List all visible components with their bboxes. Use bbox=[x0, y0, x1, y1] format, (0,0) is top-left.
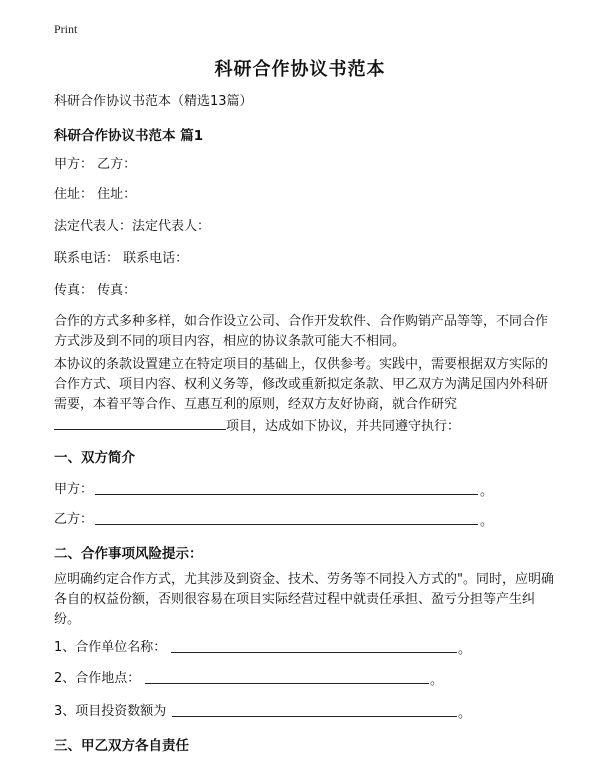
party-b-period: 。 bbox=[480, 514, 494, 529]
subtitle: 科研合作协议书范本（精选13篇） bbox=[54, 94, 253, 109]
item-investment-label: 3、项目投资数额为 bbox=[54, 704, 167, 719]
item-location-label: 2、合作地点： bbox=[54, 671, 141, 686]
paragraph-terms bbox=[54, 355, 554, 437]
party-b-label: 乙方： bbox=[54, 512, 94, 527]
paragraph-risk: 应明确约定合作方式，尤其涉及到资金、技术、劳务等不同投入方式的"。同时，应明确各自的权益份额，否则很容易在项目实际经营过程中就责任承担、盈亏分担等产生纠纷。 bbox=[54, 572, 554, 627]
phone-line: 联系电话： 联系电话： bbox=[54, 251, 189, 266]
item-location-blank[interactable] bbox=[145, 683, 429, 684]
item-investment-blank[interactable] bbox=[172, 716, 457, 717]
heading-responsibilities: 三、甲乙双方各自责任 bbox=[54, 738, 189, 754]
address-line: 住址： 住址： bbox=[54, 187, 137, 202]
section-heading: 科研合作协议书范本 篇1 bbox=[54, 128, 204, 144]
project-name-blank[interactable] bbox=[54, 415, 226, 430]
print-link[interactable]: Print bbox=[54, 22, 78, 36]
page-title: 科研合作协议书范本 bbox=[214, 59, 386, 80]
heading-parties-intro: 一、双方简介 bbox=[54, 450, 135, 466]
party-a-blank[interactable] bbox=[95, 494, 478, 495]
fax-line: 传真： 传真： bbox=[54, 283, 137, 298]
paragraph-cooperation-modes: 合作的方式多种多样，如合作设立公司、合作开发软件、合作购销产品等等，不同合作方式涉及到不同的项目内容，相应的协议条款可能大不相同。 bbox=[54, 314, 549, 349]
party-a-period: 。 bbox=[480, 484, 494, 499]
item-unit-name-blank[interactable] bbox=[171, 652, 457, 653]
legal-rep-line: 法定代表人：法定代表人： bbox=[54, 219, 211, 234]
item-unit-name-label: 1、合作单位名称： bbox=[54, 640, 167, 655]
party-a-label: 甲方： bbox=[54, 482, 94, 497]
party-line: 甲方： 乙方： bbox=[54, 157, 137, 172]
party-b-blank[interactable] bbox=[95, 524, 478, 525]
heading-risk-notice: 二、合作事项风险提示： bbox=[54, 546, 203, 562]
paragraph-terms-main: 本协议的条款设置建立在特定项目的基础上，仅供参考。实践中，需要根据双方实际的合作方式、项目内容、权利义务等，修改或重新拟定条款、甲乙双方为满足国内外科研需要，本着平等合作、互惠互利的原则，经双方友好协商，就合作研究 bbox=[54, 357, 549, 412]
item-location-period: 。 bbox=[430, 673, 444, 688]
item-investment-period: 。 bbox=[458, 706, 472, 721]
paragraph-terms-tail: 项目，达成如下协议，并共同遵守执行： bbox=[226, 419, 461, 434]
item-unit-name-period: 。 bbox=[458, 642, 472, 657]
